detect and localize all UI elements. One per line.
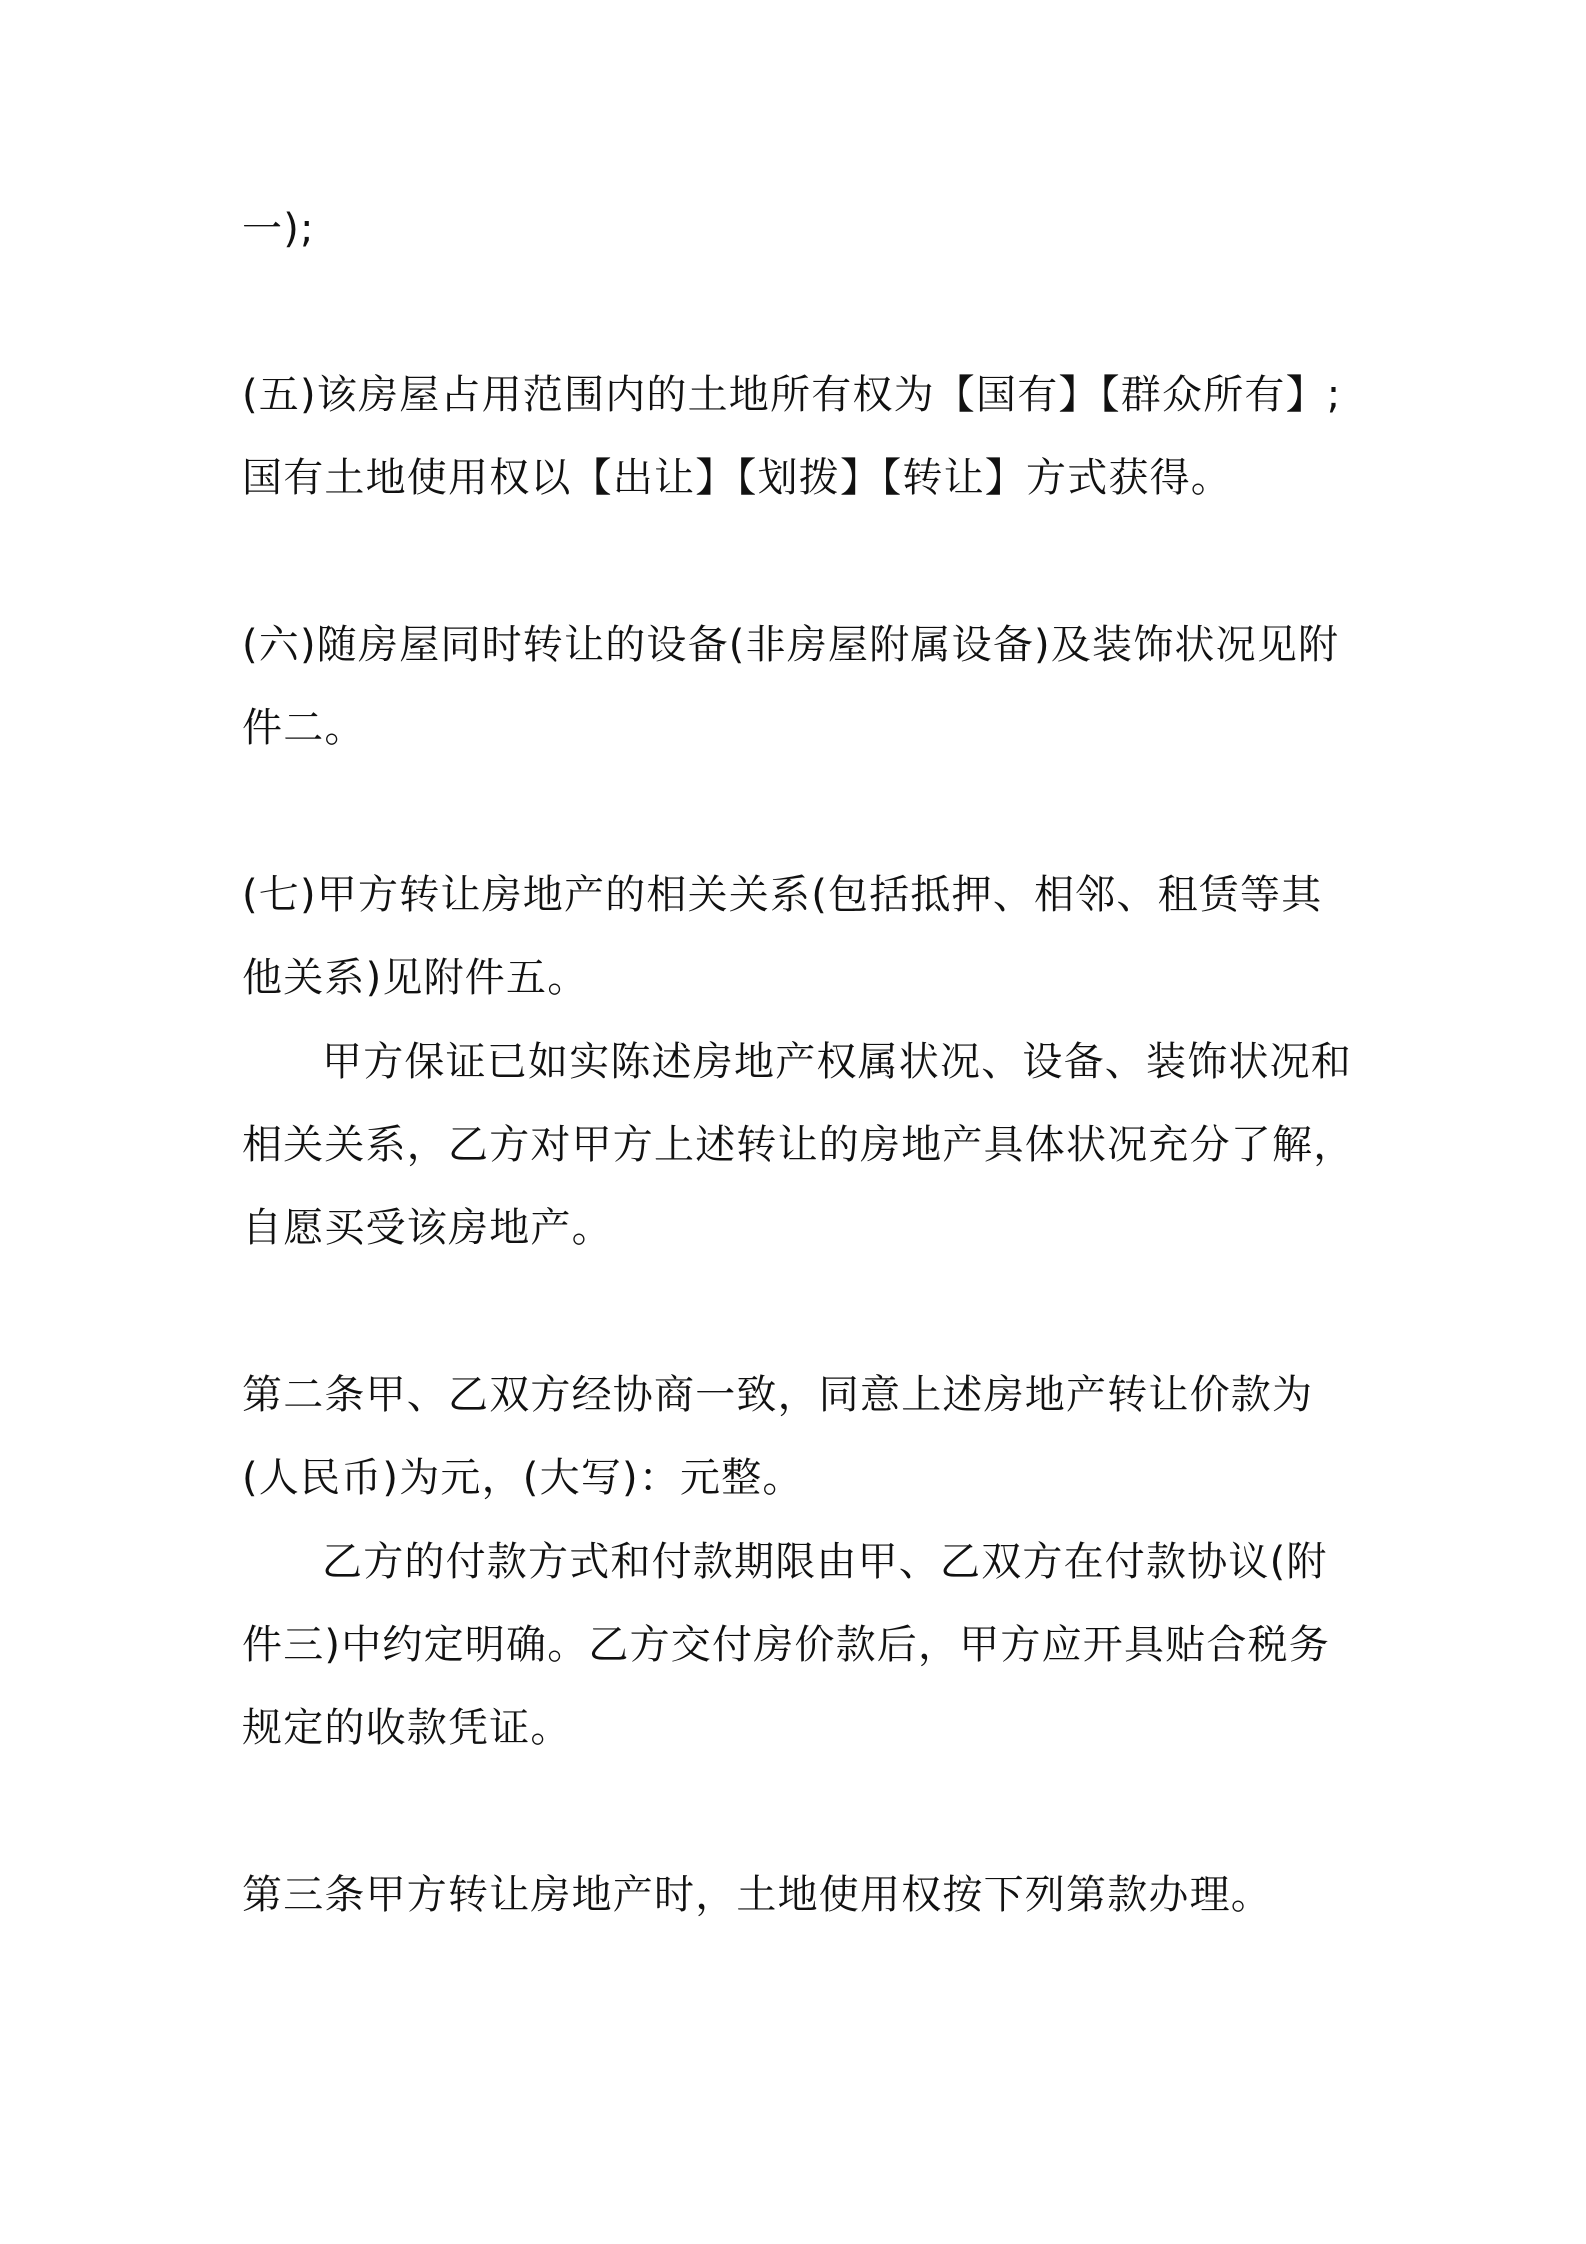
paragraph-continuation: 一); [242, 206, 315, 252]
paragraph-clause-5: (五)该房屋占用范围内的土地所有权为【国有】【群众所有】;国有土地使用权以【出让】【划拨】【转让】方式获得。 [242, 372, 1342, 501]
paragraph-seller-guarantee: 甲方保证已如实陈述房地产权属状况、设备、装饰状况和相关关系，乙方对甲方上述转让的房地产具体状况充分了解，自愿买受该房地产。 [242, 1039, 1355, 1251]
paragraph-clause-7: (七)甲方转让房地产的相关关系(包括抵押、相邻、租赁等其他关系)见附件五。 [242, 872, 1323, 1001]
paragraph-article-3: 第三条甲方转让房地产时，土地使用权按下列第款办理。 [242, 1872, 1272, 1918]
paragraph-clause-6: (六)随房屋同时转让的设备(非房屋附属设备)及装饰状况见附件二。 [242, 622, 1340, 751]
paragraph-article-2: 第二条甲、乙双方经协商一致，同意上述房地产转让价款为(人民币)为元，(大写)：元整。 [242, 1372, 1314, 1501]
paragraph-payment-terms: 乙方的付款方式和付款期限由甲、乙双方在付款协议(附件三)中约定明确。乙方交付房价款后，甲方应开具贴合税务规定的收款凭证。 [242, 1539, 1331, 1751]
